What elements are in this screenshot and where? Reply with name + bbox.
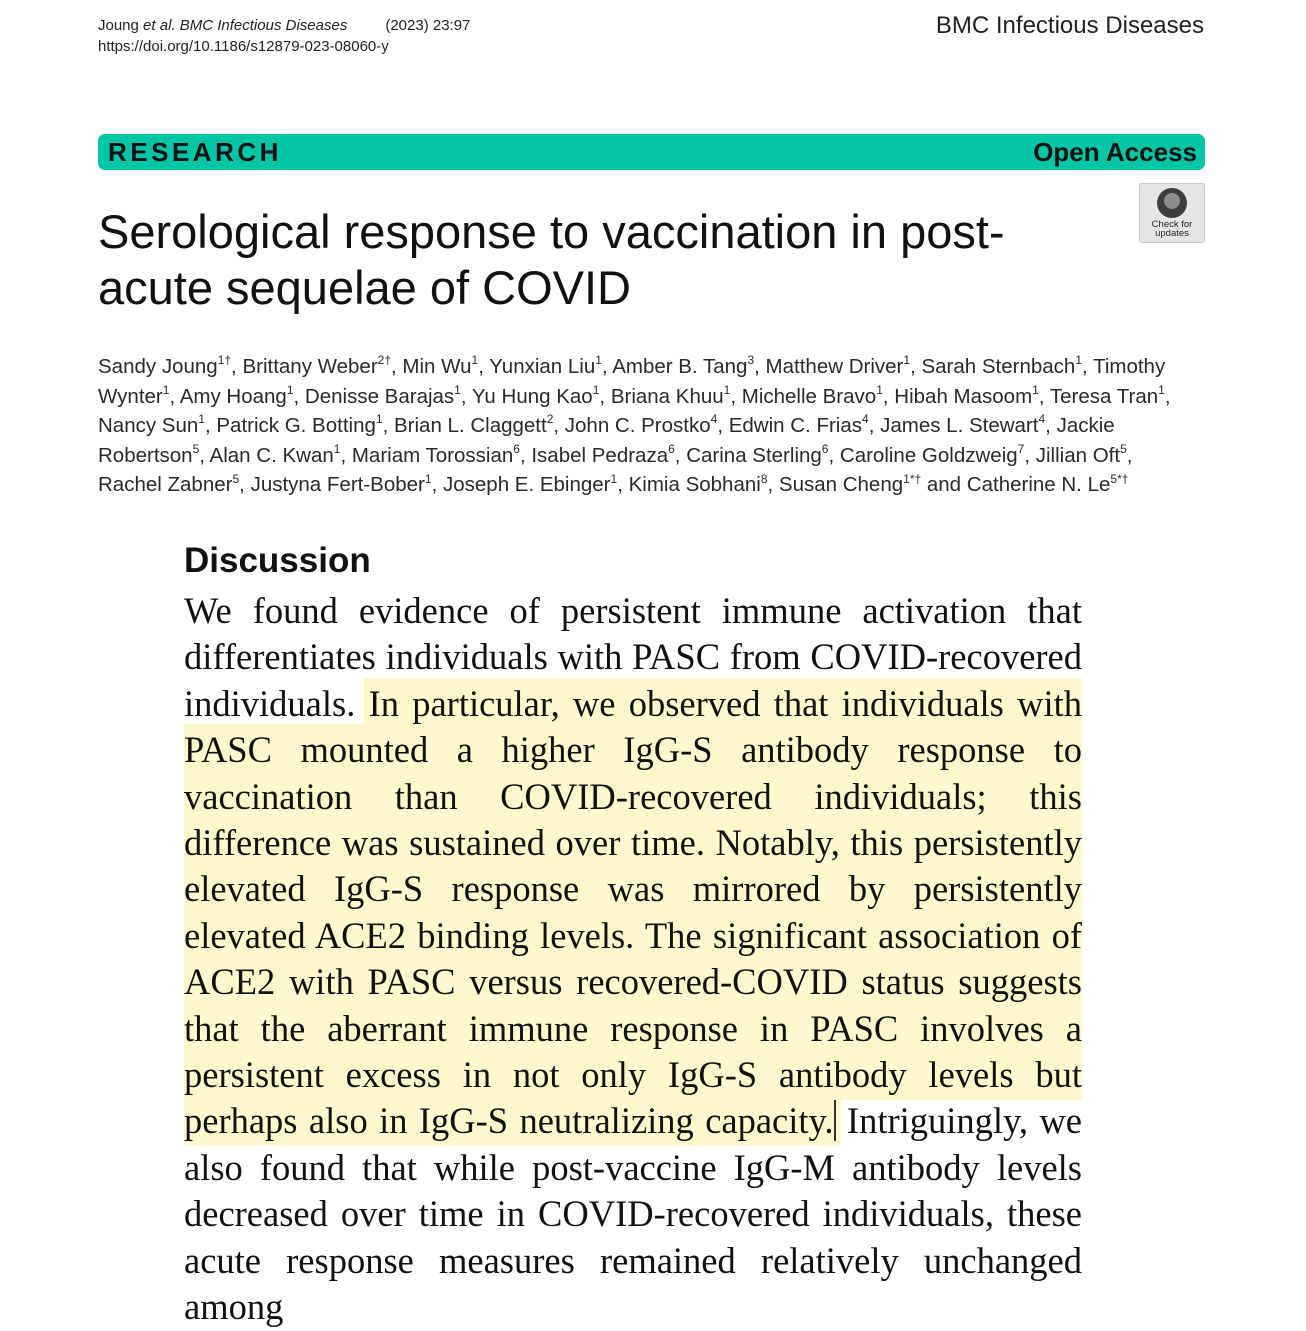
author-affiliation: 1 [595,353,602,368]
author-name: Sarah Sternbach [921,355,1076,378]
author-affiliation: 5*† [1110,471,1129,486]
header-authors: Joung et al. BMC Infectious Diseases [98,17,348,34]
author[interactable] [209,441,341,467]
author-affiliation: 2 [546,412,554,427]
author[interactable] [98,473,239,496]
author-name: Yu Hung Kao [471,384,593,408]
author[interactable] [779,473,921,496]
author-affiliation: 1 [903,353,911,368]
author-affiliation: 3 [747,353,755,368]
author[interactable] [565,414,718,437]
author[interactable] [402,355,478,378]
author-name: Joseph E. Ebinger [442,473,611,497]
author-affiliation: 5 [1120,441,1127,456]
author[interactable] [629,473,768,496]
open-access-label: Open Access [1033,137,1197,167]
author-name: James L. Stewart [880,414,1039,438]
author-name: Justyna Fert-Bober [250,473,425,497]
author[interactable] [741,382,883,408]
author-affiliation: 1 [424,471,432,486]
author[interactable] [179,382,294,408]
check-updates-icon [1157,188,1187,218]
author[interactable] [531,441,675,467]
author-affiliation: 1 [1075,353,1083,368]
author-name: Kimia Sobhani [628,473,761,497]
author[interactable] [729,414,869,437]
author-name: Briana Khuu [610,384,724,408]
author-affiliation: 7 [1017,441,1025,456]
discussion-section [184,540,1082,1331]
author-affiliation: 1 [610,471,618,486]
author-affiliation: 1 [162,382,170,397]
author-affiliation: 1 [333,441,341,456]
article-type-banner [98,134,1205,170]
author-name: Amy Hoang [179,384,287,408]
author[interactable] [351,441,520,467]
author-affiliation: 1 [286,382,294,397]
author-name: Nancy Sun [98,414,199,438]
author-conjunction: and [926,473,962,497]
author-affiliation: 2† [377,353,392,368]
author-name: Brittany Weber [242,355,378,378]
author[interactable] [443,473,617,496]
author-affiliation: 1 [1032,382,1039,397]
author-affiliation: 1 [471,353,479,368]
author[interactable] [921,355,1082,378]
author[interactable] [894,382,1039,408]
author[interactable] [394,414,553,437]
author[interactable] [304,382,461,408]
author-affiliation: 5 [192,441,200,456]
author[interactable] [766,355,911,378]
author[interactable] [686,441,829,467]
author[interactable] [967,473,1129,496]
author-affiliation: 1 [723,382,731,397]
discussion-paragraph [184,588,1082,1331]
author-affiliation: 8 [760,471,768,486]
author-name: Isabel Pedraza [531,443,669,467]
author-name: Susan Cheng [778,473,904,497]
author[interactable] [98,414,205,437]
author-name: Sandy Joung [98,355,218,378]
author-name: Jillian Oft [1035,443,1121,467]
check-updates-label: Check for updates [1151,219,1193,239]
author-affiliation: 4 [1038,412,1046,427]
author-name: Teresa Tran [1049,384,1159,408]
author-name: Patrick G. Botting [216,414,376,438]
author-name: Mariam Torossian [351,443,514,467]
author[interactable] [242,355,391,378]
journal-name: BMC Infectious Diseases [935,12,1204,39]
author-affiliation: 1† [217,353,232,368]
article-type-label: RESEARCH [108,137,282,167]
author-name: Catherine N. Le [966,473,1111,497]
author-name: Min Wu [402,355,472,378]
author-name: Denisse Barajas [304,384,455,408]
author-name: Hibah Masoom [894,384,1033,408]
author-affiliation: 1 [375,412,383,427]
header-citation: (2023) 23:97 [385,17,471,34]
doi-link[interactable]: https://doi.org/10.1186/s12879-023-08060-y [98,38,389,55]
section-heading: Discussion [184,541,371,580]
author-name: Rachel Zabner [98,473,233,497]
author-name: Jackie Robertson [98,414,1115,467]
author-affiliation: 5 [232,471,240,486]
author[interactable] [251,473,432,496]
text-after-highlight: Intriguingly, we also found that while post-vaccine IgG-M antibody levels decreased over time in COVID-recovered individuals, these acute response measures remained relatively unchanged among [184,1100,1082,1328]
author[interactable] [489,355,602,378]
article-title: Serological response to vaccination in post-acute sequelae of COVID [98,205,1005,314]
author-name: John C. Prostko [564,414,711,438]
author-affiliation: 6 [668,441,675,456]
author-name: Carina Sterling [686,443,822,467]
author[interactable] [1049,382,1165,408]
author[interactable] [216,414,382,437]
author-name: Michelle Bravo [741,384,877,408]
author-affiliation: 1 [198,412,205,427]
author[interactable] [880,414,1045,437]
author[interactable] [612,355,754,378]
highlighted-text[interactable]: In particular, we observed that individuals with PASC mounted a higher IgG-S antibody response to vaccination than COVID-recovered individuals; this difference was sustained over time. Notably, this persistently elevated IgG-S response was mirrored by persistently elevated ACE2 binding levels. The significant association of ACE2 with PASC versus recovered-COVID status suggests that the aberrant immune response in PASC involves a persistent excess in not only IgG-S antibody levels but perhaps also in IgG-S neutralizing capacity. [184,682,1082,1142]
text-before-highlight: We found evidence of persistent immune activation that differentiates individuals with PASC from COVID-recovered individuals. [184,590,1082,724]
author-name: Brian L. Claggett [393,414,547,438]
author-affiliation: 4 [862,412,869,427]
author-affiliation: 1 [454,382,461,397]
author-affiliation: 1 [1158,382,1165,397]
author-name: Edwin C. Frias [728,414,862,438]
author-affiliation: 1*† [903,471,922,486]
author-name: Timothy Wynter [98,355,1166,408]
author-name: Caroline Goldzweig [839,443,1018,467]
author[interactable] [839,441,1025,467]
author[interactable] [98,355,231,378]
running-header [98,15,470,57]
author-list: Sandy Joung$^{1\dagger}$, Brittany Weber$^{2\dagger}$, Min Wu$^1$, Yunxian Liu$^1$, Amber B. Tang$^3$, Matthew Driver$^1$, Sarah Sternbach$^1$, Timothy Wynter$^1$, Amy Hoang$^1$, Denisse Barajas$^1$, Yu Hung Kao$^1$, Briana Khuu$^1$, Michelle Bravo$^1$, Hibah Masoom$^1$, Teresa Tran$^1$, Nancy Sun$^1$, Patrick G. Botting$^1$, Brian L. Claggett$^2$, John C. Prostko$^4$, Edwin C. Frias$^4$, James L. Stewart$^4$, Jackie Robertson$^5$, Alan C. Kwan$^1$, Mariam Torossian$^6$, Isabel Pedraza$^6$, Carina Sterling$^6$, Caroline Goldzweig$^7$, Jillian Oft$^5$, Rachel Zabner$^5$, Justyna Fert-Bober$^1$, Joseph E. Ebinger$^1$, Kimia Sobhani$^8$, Susan Cheng$^{1*\dagger}$ and Catherine N. $Le^{5*\dagger}$ [98,353,1171,497]
author[interactable] [471,382,600,408]
author[interactable] [1035,441,1127,467]
author-name: Matthew Driver [765,355,904,378]
author-name: Alan C. Kwan [209,443,334,467]
author-affiliation: 1 [876,382,883,397]
author-affiliation: 6 [821,441,829,456]
author[interactable] [610,382,731,408]
author-affiliation: 1 [592,382,600,397]
check-for-updates-badge[interactable] [1139,183,1205,243]
author-name: Amber B. Tang [612,355,748,378]
author-affiliation: 4 [710,412,718,427]
author-affiliation: 6 [513,441,520,456]
author-name: Yunxian Liu [489,355,596,378]
